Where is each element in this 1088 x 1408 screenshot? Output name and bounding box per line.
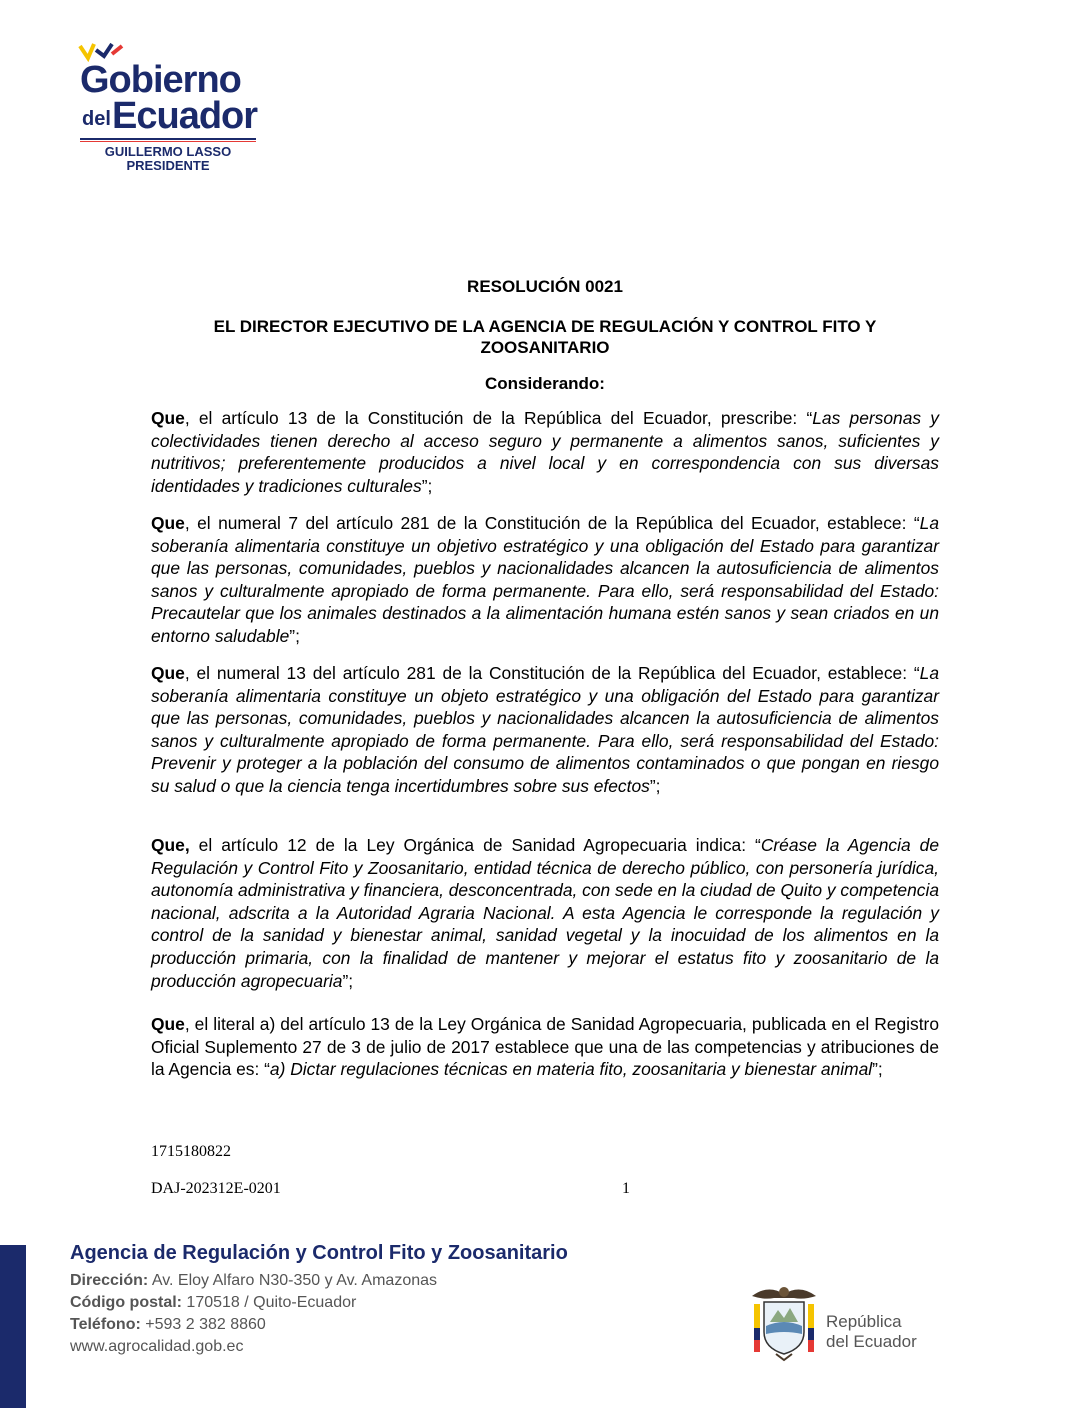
logo-ecuador: Ecuador xyxy=(112,95,258,137)
president-name: GUILLERMO LASSO xyxy=(104,144,232,159)
authority-title: EL DIRECTOR EJECUTIVO DE LA AGENCIA DE REGULACIÓN Y CONTROL FITO Y ZOOSANITARIO xyxy=(213,317,877,357)
resolution-title: RESOLUCIÓN 0021 xyxy=(467,277,623,296)
considering-heading: Considerando: xyxy=(485,374,605,393)
logo-rule-red xyxy=(80,141,256,142)
footer-side-bar xyxy=(0,1245,26,1408)
republica-del-ecuador: República del Ecuador xyxy=(826,1312,917,1351)
considerando-paragraph-1: Que, el artículo 13 de la Constitución de la República del Ecuador, prescribe: “Las personas y colectividades tienen derecho al acceso seguro y permanente a alimentos sanos, suficientes y nutritivos; preferentemente producidos a nivel local y en correspondencia con sus diversas identidades y tradiciones culturales”; xyxy=(151,408,939,496)
considerando-paragraph-2: Que, el numeral 7 del artículo 281 de la Constitución de la República del Ecuador, establece: “La soberanía alimentaria constituye un objetivo estratégico y una obligación del Estado para garantizar que las personas, comunidades, pueblos y nacionalidades alcancen la autosuficiencia de alimentos sanos y culturalmente apropiado de forma permanente. Para ello, será responsabilidad del Estado: Precautelar que los animales destinados a la alimentación humana estén sanos y sean criados en un entorno saludable”; xyxy=(151,513,939,646)
footer-postal: Código postal: 170518 / Quito-Ecuador xyxy=(70,1294,357,1311)
footer-address: Dirección: Av. Eloy Alfaro N30-350 y Av. Amazonas xyxy=(70,1272,438,1289)
gobierno-logo xyxy=(68,40,268,173)
logo-rule xyxy=(80,138,256,140)
footer-agency-name: Agencia de Regulación y Control Fito y Zoosanitario xyxy=(70,1242,568,1264)
id-number: 1715180822 xyxy=(151,1143,231,1160)
considerando-paragraph-5: Que, el literal a) del artículo 13 de la Ley Orgánica de Sanidad Agropecuaria, publicada en el Registro Oficial Suplemento 27 de 3 de julio de 2017 establece que una de las competencias y atribuciones de la Agencia es: “a) Dictar regulaciones técnicas en materia fito, zoosanitaria y bienestar animal”; xyxy=(151,1014,939,1080)
considerando-paragraph-3: Que, el numeral 13 del artículo 281 de la Constitución de la República del Ecuador, establece: “La soberanía alimentaria constituye un objeto estratégico y una obligación del Estado para garantizar que las personas, comunidades, pueblos y nacionalidades alcancen la autosuficiencia de alimentos sanos y culturalmente apropiado de forma permanente. Para ello, será responsabilidad del Estado: Prevenir y proteger a la población del consumo de alimentos contaminados o que pongan en riesgo su salud o que la ciencia tenga incertidumbres sobre sus efectos”; xyxy=(151,663,939,796)
logo-gobierno: Gobierno xyxy=(80,59,241,101)
page-number: 1 xyxy=(622,1180,630,1197)
footer-phone: Teléfono: +593 2 382 8860 xyxy=(70,1316,266,1333)
president-title: PRESIDENTE xyxy=(126,158,210,173)
reference-code: DAJ-202312E-0201 xyxy=(151,1180,281,1197)
considerando-paragraph-4: Que, el artículo 12 de la Ley Orgánica de Sanidad Agropecuaria indica: “Créase la Agencia de Regulación y Control Fito y Zoosanitario, entidad técnica de derecho público, con personería jurídica, autonomía administrativa y financiera, desconcentrada, con sede en la ciudad de Quito y competencia nacional, adscrita a la Autoridad Agraria Nacional. A esta Agencia le corresponde la regulación y control de la sanidad y bienestar animal, sanidad vegetal y la inocuidad de los alimentos en la producción primaria, con la finalidad de mantener y mejorar el estatus fito y zoosanitario de la producción agropecuaria”; xyxy=(151,835,939,991)
coat-of-arms-icon xyxy=(748,1282,820,1362)
footer-website[interactable]: www.agrocalidad.gob.ec xyxy=(70,1338,244,1355)
logo-del: del xyxy=(82,108,111,130)
